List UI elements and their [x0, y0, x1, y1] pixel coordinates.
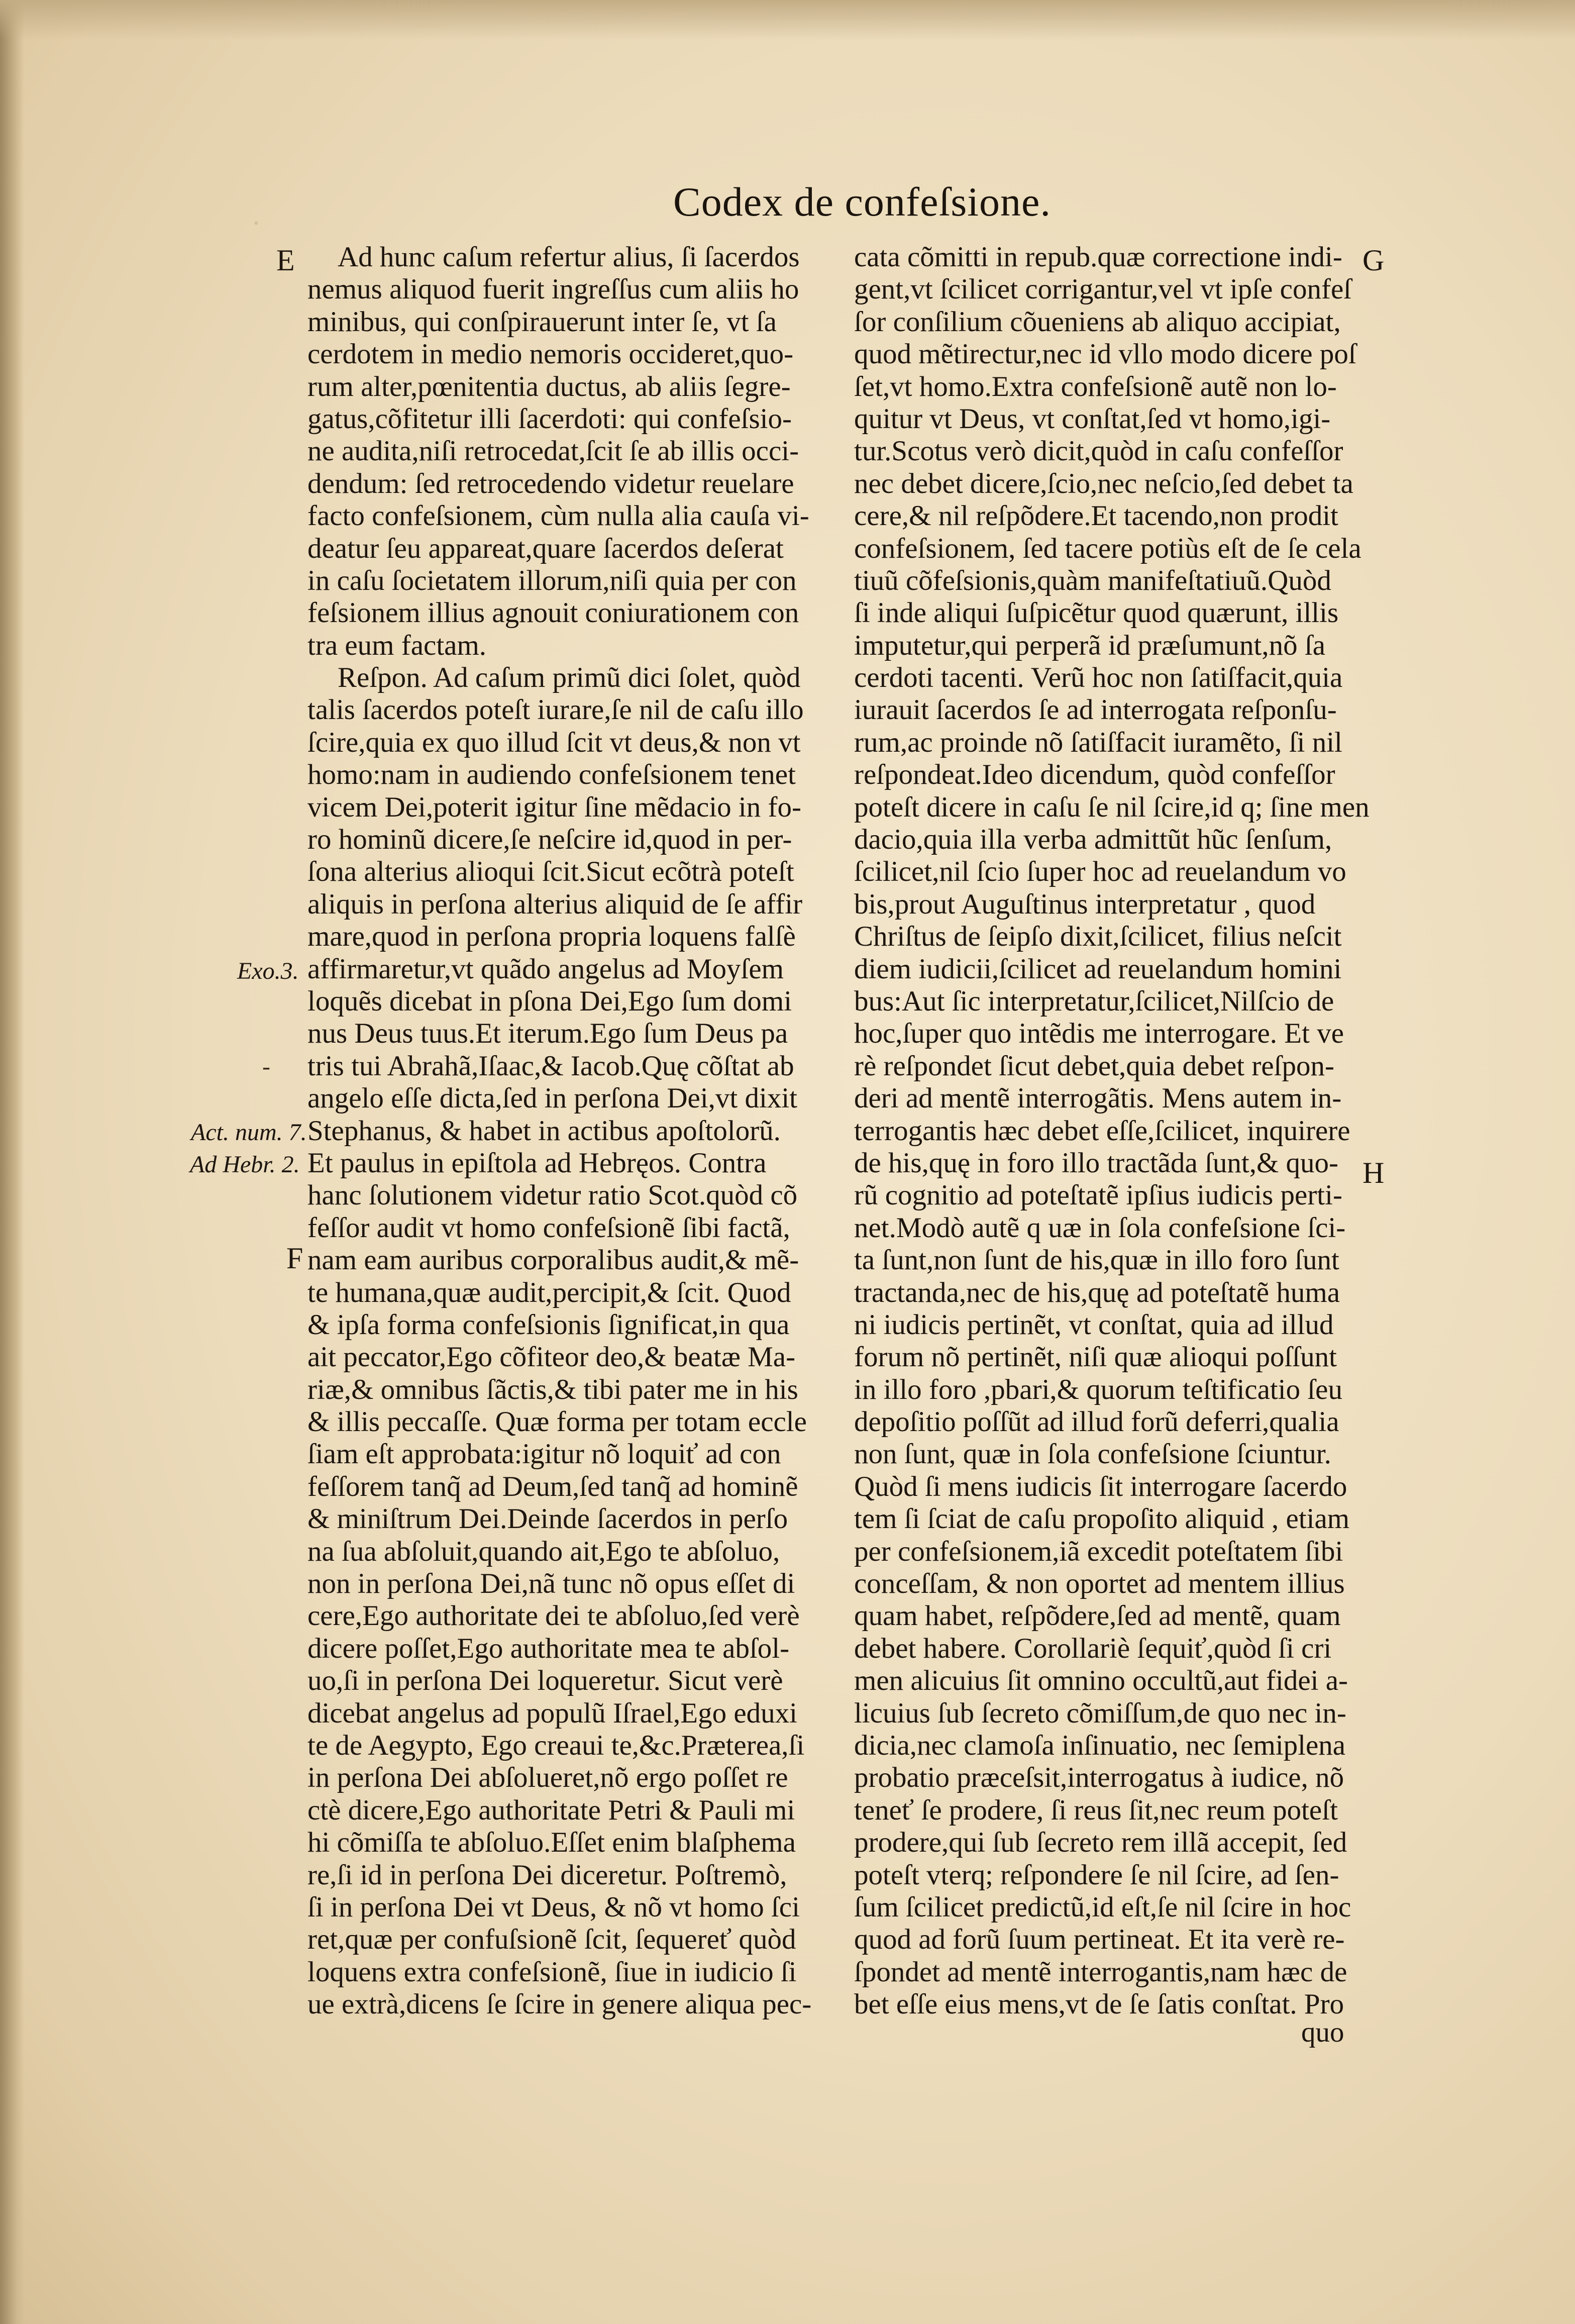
catchword: quo [1301, 2016, 1344, 2048]
text-line: men alicuius ſit omnino occultũ,aut fidei a- [854, 1665, 1348, 1697]
text-line: bus:Aut ſic interpretatur,ſcilicet,Nilſcio de [854, 985, 1334, 1017]
text-line: imputetur,qui perperã id præſumunt,nõ ſa [854, 629, 1326, 661]
text-line: mare,quod in perſona propria loquens falſè [307, 921, 796, 953]
text-line: teneť ſe prodere, ſi reus ſit,nec reum poteſt [854, 1794, 1338, 1826]
text-line: cerdotem in medio nemoris occideret,quo- [307, 338, 794, 370]
text-line: dacio,quia illa verba admittũt hũc ſenſum, [854, 824, 1332, 856]
text-line: terrogantis hæc debet eſſe,ſcilicet, inquirere [854, 1115, 1350, 1147]
text-line: loquẽs dicebat in pſona Dei,Ego ſum domi [307, 985, 792, 1017]
text-line: dicere poſſet,Ego authoritate mea te abſol- [307, 1632, 790, 1664]
text-line: uo,ſi in perſona Dei loqueretur. Sicut verè [307, 1665, 783, 1697]
text-line: tractanda,nec de his,quę ad poteſtatẽ huma [854, 1276, 1340, 1308]
text-line: tem ſi ſciat de caſu propoſito aliquid , etiam [854, 1503, 1350, 1535]
text-line: ſor conſilium cõueniens ab aliquo accipiat, [854, 306, 1341, 338]
text-line: quam habet, reſpõdere,ſed ad mentẽ, quam [854, 1600, 1341, 1632]
text-line: bis,prout Auguſtinus interpretatur , quod [854, 888, 1316, 920]
margin-dash: - [262, 1053, 270, 1080]
text-line: & ipſa forma confeſsionis ſignificat,in qua [307, 1308, 790, 1341]
section-marker-g: G [1362, 244, 1385, 277]
text-line: gatus,cõfitetur illi ſacerdoti: qui confeſsio- [307, 402, 792, 435]
text-line: te de Aegypto, Ego creaui te,&c.Præterea,ſi [307, 1729, 805, 1761]
text-line: ſi inde aliqui ſuſpicẽtur quod quærunt, illis [854, 597, 1339, 629]
text-line: te humana,quæ audit,percipit,& ſcit. Quod [307, 1276, 791, 1308]
text-line: depoſitio poſſũt ad illud forũ deferri,qualia [854, 1406, 1339, 1438]
text-line: feſsionem illius agnouit coniurationem con [307, 597, 799, 629]
text-line: ctè dicere,Ego authoritate Petri & Pauli mi [307, 1794, 795, 1826]
text-line: net.Modò autẽ q uæ in ſola confeſsione ſci- [854, 1211, 1346, 1244]
text-column-left [307, 241, 815, 2020]
text-line: Ad hunc caſum refertur alius, ſi ſacerdos [338, 241, 800, 273]
text-line: dicebat angelus ad populũ Iſrael,Ego eduxi [307, 1697, 798, 1729]
text-line: ſona alterius alioqui ſcit.Sicut ecõtrà poteſt [307, 856, 794, 888]
text-column-right [854, 241, 1370, 2020]
text-line: affirmaretur,vt quãdo angelus ad Moyſem [307, 953, 784, 985]
text-line: in illo foro ,pbari,& quorum teſtificatio ſeu [854, 1373, 1342, 1405]
text-line: ſpondet ad mentẽ interrogantis,nam hæc de [854, 1956, 1347, 1988]
text-line: angelo eſſe dicta,ſed in perſona Dei,vt dixit [307, 1082, 798, 1115]
text-line: dicia,nec clamoſa inſinuatio, nec ſemiplena [854, 1729, 1346, 1761]
text-line: ſcire,quia ex quo illud ſcit vt deus,& non vt [307, 726, 801, 758]
text-line: talis ſacerdos poteſt iurare,ſe nil de caſu illo [307, 694, 804, 726]
text-line: nus Deus tuus.Et iterum.Ego ſum Deus pa [307, 1018, 788, 1050]
text-line: non ſunt, quæ in ſola confeſsione ſciuntur. [854, 1438, 1331, 1470]
text-line: tra eum factam. [307, 629, 487, 661]
text-line: nam eam auribus corporalibus audit,& mẽ- [307, 1244, 799, 1276]
text-line: quitur vt Deus, vt conſtat,ſed vt homo,igi- [854, 402, 1331, 435]
text-line: nec debet dicere,ſcio,nec neſcio,ſed debet ta [854, 467, 1353, 499]
text-line: vicem Dei,poterit igitur ſine mẽdacio in fo- [307, 791, 801, 823]
text-line: Stephanus, & habet in actibus apoſtolorũ. [307, 1115, 781, 1147]
text-line: aliquis in perſona alterius aliquid de ſe affir [307, 888, 803, 920]
text-line: prodere,qui ſub ſecreto rem illã accepit, ſed [854, 1827, 1347, 1859]
text-line: deatur ſeu appareat,quare ſacerdos deſerat [307, 532, 784, 564]
text-line: diem iudicii,ſcilicet ad reuelandum homini [854, 953, 1342, 985]
text-line: Et paulus in epiſtola ad Hebręos. Contra [307, 1147, 767, 1179]
text-line: facto confeſsionem, cùm nulla alia cauſa vi- [307, 500, 809, 532]
section-marker-f: F [286, 1242, 303, 1275]
text-line: deri ad mentẽ interrogãtis. Mens autem in- [854, 1082, 1342, 1115]
text-line: feſſorem tanq̃ ad Deum,ſed tanq̃ ad hominẽ [307, 1470, 798, 1502]
text-line: Chriſtus de ſeipſo dixit,ſcilicet, filius neſcit [854, 921, 1342, 953]
text-line: conceſſam, & non oportet ad mentem illius [854, 1568, 1345, 1600]
text-line: ni iudicis pertinẽt, vt conſtat, quia ad illud [854, 1308, 1334, 1341]
text-line: ſcilicet,nil ſcio ſuper hoc ad reuelandum vo [854, 856, 1346, 888]
text-line: tiuũ cõfeſsionis,quàm manifeſtatiuũ.Quòd [854, 564, 1331, 596]
text-line: de his,quę in foro illo tractãda ſunt,& quo- [854, 1147, 1339, 1179]
text-line: ſiam eſt approbata:igitur nõ loquiť ad con [307, 1438, 781, 1470]
text-line: & miniſtrum Dei.Deinde ſacerdos in perſo [307, 1503, 788, 1535]
text-line: cata cõmitti in repub.quæ correctione indi- [854, 241, 1342, 273]
text-line: ne audita,niſi retrocedat,ſcit ſe ab illis occi- [307, 435, 799, 467]
text-line: gent,vt ſcilicet corrigantur,vel vt ipſe confeſ [854, 273, 1352, 306]
text-line: na ſua abſoluit,quando ait,Ego te abſoluo, [307, 1535, 780, 1567]
page-gutter-shadow [0, 0, 24, 2324]
text-line: reſpondeat.Ideo dicendum, quòd confeſſor [854, 759, 1335, 791]
text-line: per confeſsionem,iã excedit poteſtatem ſibi [854, 1535, 1343, 1567]
text-line: ue extrà,dicens ſe ſcire in genere aliqua pec- [307, 1988, 812, 2020]
text-line: hi cõmiſſa te abſoluo.Eſſet enim blaſphema [307, 1827, 796, 1859]
text-line: probatio præceſsit,interrogatus à iudice, nõ [854, 1762, 1344, 1794]
text-line: feſſor audit vt homo confeſsionẽ ſibi factã, [307, 1211, 790, 1244]
text-line: bet eſſe eius mens,vt de ſe ſatis conſtat. Pro [854, 1988, 1344, 2020]
text-line: Quòd ſi mens iudicis ſit interrogare ſacerdo [854, 1470, 1347, 1502]
text-line: non in perſona Dei,nã tunc nõ opus eſſet di [307, 1568, 795, 1600]
text-line: poteſt vterq; reſpondere ſe nil ſcire, ad ſen- [854, 1859, 1339, 1891]
text-line: poteſt dicere in caſu ſe nil ſcire,id q; ſine men [854, 791, 1370, 823]
section-marker-h: H [1362, 1156, 1385, 1189]
text-line: tur.Scotus verò dicit,quòd in caſu confeſſor [854, 435, 1343, 467]
sidenote-acts: Act. num. 7. [191, 1119, 307, 1146]
text-line: homo:nam in audiendo confeſsionem tenet [307, 759, 796, 791]
text-line: rum alter,pœnitentia ductus, ab aliis ſegre- [307, 370, 791, 402]
text-line: ſet,vt homo.Extra confeſsionẽ autẽ non lo- [854, 370, 1337, 402]
text-line: cere,Ego authoritate dei te abſoluo,ſed verè [307, 1600, 800, 1632]
text-line: ret,quæ per confuſsionẽ ſcit, ſequereť quòd [307, 1924, 796, 1956]
text-line: cere,& nil reſpõdere.Et tacendo,non prodit [854, 500, 1338, 532]
text-line: loquens extra confeſsionẽ, ſiue in iudicio ſi [307, 1956, 797, 1988]
text-line: & illis peccaſſe. Quæ forma per totam eccle [307, 1406, 807, 1438]
text-line: quod ad forũ ſuum pertineat. Et ita verè re- [854, 1924, 1345, 1956]
text-line: riæ,& omnibus ſãctis,& tibi pater me in his [307, 1373, 798, 1405]
text-line: debet habere. Corollariè ſequiť,quòd ſi cri [854, 1632, 1332, 1664]
text-line: rè reſpondet ſicut debet,quia debet reſpon- [854, 1050, 1334, 1082]
text-line: licuius ſub ſecreto cõmiſſum,de quo nec in- [854, 1697, 1346, 1729]
text-line: nemus aliquod fuerit ingreſſus cum aliis ho [307, 273, 799, 306]
text-line: re,ſi id in perſona Dei diceretur. Poſtremò, [307, 1859, 787, 1891]
text-line: cerdoti tacenti. Verũ hoc non ſatiſfacit,quia [854, 662, 1343, 694]
text-line: ſi in perſona Dei vt Deus, & nõ vt homo ſci [307, 1891, 800, 1923]
text-line: dendum: ſed retrocedendo videtur reuelare [307, 467, 794, 499]
text-line: ſum ſcilicet predictũ,id eſt,ſe nil ſcire in hoc [854, 1891, 1351, 1923]
text-line: ro hominũ dicere,ſe neſcire id,quod in per- [307, 824, 792, 856]
text-line: rum,ac proinde nõ ſatiſfacit iuramẽto, ſi nil [854, 726, 1342, 758]
section-marker-e: E [276, 244, 295, 277]
text-line: in caſu ſocietatem illorum,niſi quia per con [307, 564, 797, 596]
page-top-edge [0, 0, 1575, 40]
text-line: hanc ſolutionem videtur ratio Scot.quòd cõ [307, 1179, 798, 1211]
text-line: Reſpon. Ad caſum primũ dici ſolet, quòd [338, 662, 801, 694]
text-line: confeſsionem, ſed tacere potiùs eſt de ſe cela [854, 532, 1361, 564]
sidenote-exodus: Exo.3. [237, 958, 299, 984]
text-line: ait peccator,Ego cõfiteor deo,& beatæ Ma- [307, 1341, 796, 1373]
text-line: hoc,ſuper quo intẽdis me interrogare. Et ve [854, 1018, 1344, 1050]
text-line: ta ſunt,non ſunt de his,quæ in illo foro ſunt [854, 1244, 1339, 1276]
text-line: minibus, qui conſpirauerunt inter ſe, vt ſa [307, 306, 777, 338]
text-line: in perſona Dei abſolueret,nõ ergo poſſet re [307, 1762, 788, 1794]
bleed-through-mark: · [251, 207, 261, 240]
sidenote-hebrews: Ad Hebr. 2. [190, 1151, 300, 1178]
page-header-title: Codex de confeſsione. [673, 179, 1051, 225]
text-line: iurauit ſacerdos ſe ad interrogata reſponſu- [854, 694, 1337, 726]
text-line: quod mẽtirectur,nec id vllo modo dicere poſ [854, 338, 1356, 370]
text-line: forum nõ pertinẽt, niſi quæ alioqui poſſunt [854, 1341, 1337, 1373]
text-line: rũ cognitio ad poteſtatẽ ipſius iudicis perti- [854, 1179, 1342, 1211]
text-line: tris tui Abrahã,Iſaac,& Iacob.Quę cõſtat ab [307, 1050, 794, 1082]
